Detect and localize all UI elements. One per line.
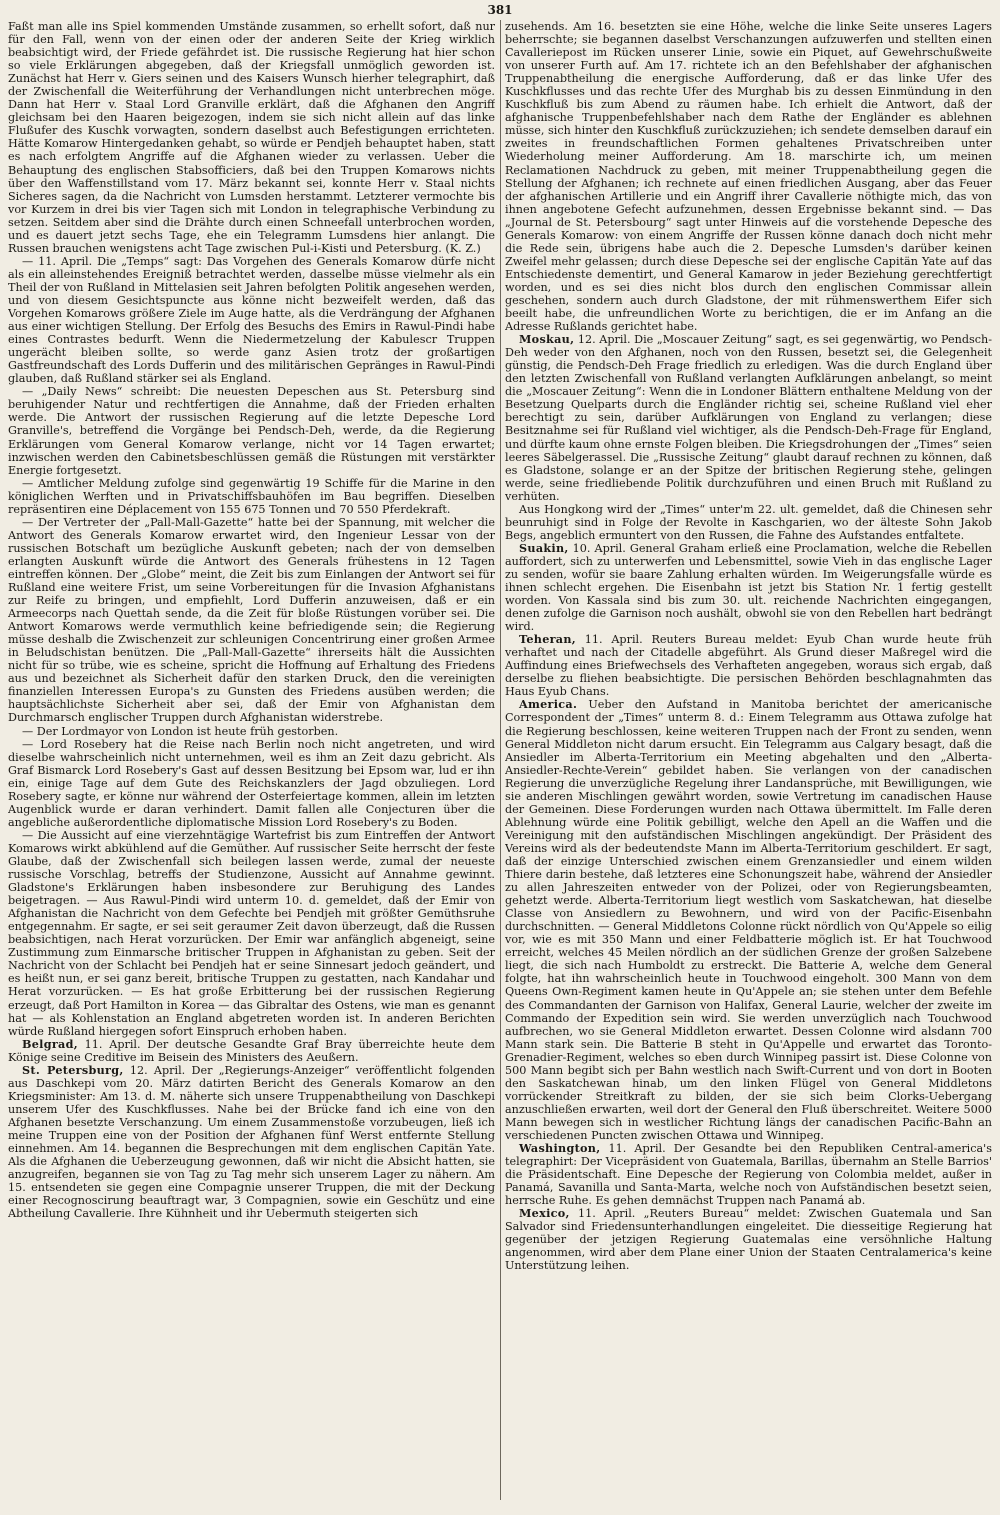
paragraph-body: 10. April. General Graham erließ eine Proclamation, welche die Rebellen auffordert, sich zu unterwerfen und Lebensmittel, sowie Vieh in das englische Lager zu senden, wofür sie baare Zahlung erhalten würden. Im Weigerungsfalle würde es ihnen schlecht ergehen. Die Eisenbahn ist jetzt bis Station Nr. 1 fertig gestellt worden. Von Kassala sind bis zum 30. ult. reichende Nachrichten eingegangen, denen zufolge die Garnison noch aushält, obwohl sie von den Rebellen hart bedrängt wird.	[505, 541, 992, 634]
dateline: Washington,	[519, 1141, 601, 1156]
article-paragraph	[505, 633, 992, 698]
paragraph-body: 11. April. Der Gesandte bei den Republiken Central-america's telegraphirt: Der Vicepräsident von Guatemala, Barillas, übernahm an Stelle Barrios' die Präsidentschaft. Eine Depesche der Regierung von Colombia meldet, außer in Panamá, Savanilla und Santa-Marta, welche noch von Aufständischen besetzt seien, herrsche Ruhe. Es gehen demnächst Truppen nach Panamá ab.	[505, 1142, 992, 1208]
article-paragraph: Aus Hongkong wird der „Times“ unter'm 22. ult. gemeldet, daß die Chinesen sehr beunruhigt sind in Folge der Revolte in Kaschgarien, wo der älteste Sohn Jakob Begs, angeblich ermuntert von den Russen, die Fahne des Aufstandes entfaltete.	[505, 502, 992, 542]
dateline: America.	[519, 697, 578, 712]
paragraph-body: 12. April. Die „Moscauer Zeitung“ sagt, es sei gegenwärtig, wo Pendsch-Deh weder von den Afghanen, noch von den Russen, besetzt sei, die Gelegenheit günstig, die Pendsch-Deh Frage friedlich zu erledigen. Was die durch England über den letzten Zwischenfall von Rußland verlangten Aufklärungen anbelangt, so meint die „Moscauer Zeitung“: Wenn die in Londoner Blättern enthaltene Meldung von der Besetzung Quelparts durch die Engländer richtig sei, scheine Rußland viel eher berechtigt zu sein, darüber Aufklärungen von England zu verlangen; diese Besitznahme sei für Rußland viel wichtiger, als die Pendsch-Deh-Frage für England, und dürfte kaum ohne ernste Folgen bleiben. Die Kriegsdrohungen der „Times“ seien leeres Säbelgerassel. Die „Russische Zeitung“ glaubt darauf rechnen zu können, daß es Gladstone, solange er an der Spitze der britischen Regierung stehe, gelingen werde, seine friedliebende Politik durchzuführen und einen Bruch mit Rußland zu verhüten.	[505, 333, 992, 503]
paragraph-body: 12. April. Der „Regierungs-Anzeiger“ veröffentlicht folgenden aus Daschkepi vom 20. März datirten Bericht des Generals Komarow an den Kriegsminister: Am 13. d. M. näherte sich unsere Truppenabtheilung von Daschkepi unserem Ufer des Kuschkflusses. Nahe bei der Brücke fand ich eine von den Afghanen besetzte Verschanzung. Um einem Zusammenstoße vorzubeugen, ließ ich meine Truppen eine von der Position der Afghanen fünf Werst entfernte Stellung einnehmen. Am 14. begannen die Besprechungen mit dem englischen Capitän Yate. Als die Afghanen die Ueberzeugung gewonnen, daß wir nicht die Absicht hatten, sie anzugreifen, begannen sie von Tag zu Tag mehr sich unserem Lager zu nähern. Am 15. entsendeten sie gegen eine Compagnie unserer Truppen, die mit der Deckung einer Recognoscirung beauftragt war, 3 Compagnien, sowie ein Geschütz und eine Abtheilung Cavallerie. Ihre Kühnheit und ihr Uebermuth steigerten sich	[8, 1063, 495, 1221]
article-paragraph	[505, 333, 992, 503]
page-number: 381	[487, 3, 513, 17]
article-paragraph: — Der Lordmayor von London ist heute früh gestorben.	[22, 724, 339, 738]
paragraph-body: Ueber den Aufstand in Manitoba berichtet der americanische Correspondent der „Times“ unterm 8. d.: Einem Telegramm aus Ottawa zufolge hat die Regierung beschlossen, keine weiteren Truppen nach der Front zu senden, wenn General Middleton nicht darum ersucht. Ein Telegramm aus Calgary besagt, daß die Ansiedler im Alberta-Territorium ein Meeting abgehalten und den „Alberta-Ansiedler-Rechte-Verein“ gebildet haben. Sie verlangen von der canadischen Regierung die unverzügliche Regelung ihrer Landansprüche, mit Bewilligungen, wie sie anderen Mischlingen gewährt worden, sowie Vertretung im canadischen Hause der Gemeinen. Diese Forderungen wurden nach Ottawa übermittelt. Im Falle deren Ablehnung würde eine Politik gebilligt, welche den Apell an die Waffen und die Vereinigung mit den aufständischen Mischlingen angekündigt. Der Präsident des Vereins wird als der bedeutendste Mann im Alberta-Territorium geschildert. Er sagt, daß der einzige Unterschied zwischen einem Grenzansiedler und einem wilden Thiere darin bestehe, daß letzteres eine Schonungszeit habe, während der Ansiedler zu allen Jahreszeiten entweder von der Polizei, oder von Regierungsbeamten, gehetzt werde. Alberta-Territorium liegt westlich vom Saskatchewan, hat dieselbe Classe von Ansiedlern zu Bewohnern, und wird von der Pacific-Eisenbahn durchschnitten. — General Middletons Colonne rückt nördlich von Qu'Appele so eilig vor, wie es mit 350 Mann und einer Feldbatterie möglich ist. Er hat Touchwood erreicht, welches 45 Meilen nördlich an der südlichen Grenze der großen Salzebene liegt, die sich nach Humboldt zu erstreckt. Die Batterie A, welche dem General folgte, hat ihn wahrscheinlich heute in Touchwood eingeholt. 300 Mann von dem Queens Own-Regiment kamen heute in Qu'Appele an; sie stehen unter dem Befehle des Commandanten der Garnison von Halifax, General Laurie, welcher der zweite im Commando der Expedition sein wird. Sie werden unverzüglich nach Touchwood aufbrechen, wo sie General Middleton erwartet. Dessen Colonne wird alsdann 700 Mann stark sein. Die Batterie B steht in Qu'Appelle und erwartet das Toronto-Grenadier-Regiment, welches so eben durch Winnipeg passirt ist. Diese Colonne von 500 Mann begibt sich per Bahn westlich nach Swift-Current und von dort in Booten den Saskatchewan hinab, um den linken Flügel von General Middletons vorrückender Streitkraft zu bilden, der sie sich beim Clorks-Uebergang anzuschließen erwarten, weil dort der General den Fluß überschreitet. Weitere 5000 Mann bewegen sich in westlicher Richtung längs der canadischen Pacific-Bahn an verschiedenen Puncten zwischen Ottawa und Winnipeg.	[505, 698, 992, 1142]
article-paragraph	[505, 542, 992, 633]
left-column	[8, 20, 495, 1500]
dateline: Belgrad,	[22, 1036, 78, 1051]
dateline: Teheran,	[519, 632, 576, 647]
article-paragraph	[505, 698, 992, 1142]
article-paragraph: — „Daily News“ schreibt: Die neuesten Depeschen aus St. Petersburg sind beruhigender Natur und rechtfertigen die Annahme, daß der Frieden erhalten werde. Die Antwort der russischen Regierung auf die letzte Depesche Lord Granville's, betreffend die Vorgänge bei Pendsch-Deh, werde, da die Regierung Erklärungen vom General Komarow verlange, nicht vor 14 Tagen erwartet; inzwischen werden den Cabinetsbeschlüssen gemäß die Rüstungen mit verstärkter Energie fortgesetzt.	[8, 385, 495, 477]
columns	[8, 20, 992, 1500]
article-paragraph	[8, 1064, 495, 1221]
paragraph-body: 11. April. „Reuters Bureau“ meldet: Zwischen Guatemala und San Salvador sind Friedensunterhandlungen eingeleitet. Die diesseitige Regierung hat gegenüber der jetzigen Regierung Guatemalas eine versöhnliche Haltung angenommen, wird aber dem Plane einer Union der Staaten Centralamerica's keine Unterstützung leihen.	[505, 1207, 992, 1273]
right-column	[505, 20, 992, 1500]
article-paragraph	[505, 1142, 992, 1207]
dateline: Moskau,	[519, 332, 575, 347]
column-rule	[500, 20, 501, 1500]
article-paragraph: — Lord Rosebery hat die Reise nach Berlin noch nicht angetreten, und wird dieselbe wahrscheinlich nicht unternehmen, weil es ihm an Zeit dazu gebricht. Als Graf Bismarck Lord Rosebery's Gast auf dessen Besitzung bei Epsom war, lud er ihn ein, einige Tage auf dem Gute des Reichskanzlers der Jagd obzuliegen. Lord Rosebery sagte, er könne nur während der Osterfeiertage kommen, allein im letzten Augenblick wurde er daran verhindert. Damit fallen alle Conjecturen über die angebliche außerordentliche diplomatische Mission Lord Rosebery's zu Boden.	[8, 737, 495, 829]
dateline: Suakin,	[519, 540, 569, 555]
article-paragraph: zusehends. Am 16. besetzten sie eine Höhe, welche die linke Seite unseres Lagers beherrschte; sie begannen daselbst Verschanzungen aufzuwerfen und stellten einen Cavalleriepost im Rücken unserer Linie, sowie ein Piquet, auf Gewehrschußweite von unserer Furth auf. Am 17. richtete ich an den Befehlshaber der afghanischen Truppenabtheilung die energische Aufforderung, daß er das linke Ufer des Kuschkflusses und das rechte Ufer des Murghab bis zu dessen Einmündung in den Kuschkfluß bis zum Abend zu räumen habe. Ich erhielt die Antwort, daß der afghanische Truppenbefehlshaber nach dem Rathe der Engländer es ablehnen müsse, sich hinter den Kuschkfluß zurückzuziehen; ich sendete demselben darauf ein zweites in freundschaftlichen Formen gehaltenes Privatschreiben unter Wiederholung meiner Aufforderung. Am 18. marschirte ich, um meinen Reclamationen Nachdruck zu geben, mit meiner Truppenabtheilung gegen die Stellung der Afghanen; ich rechnete auf einen friedlichen Ausgang, aber das Feuer der afghanischen Artillerie und ein Angriff ihrer Cavallerie nöthigte mich, das von ihnen angebotene Gefecht aufzunehmen, dessen Ergebnisse bekannt sind. — Das „Journal de St. Petersbourg“ sagt unter Hinweis auf die vorstehende Depesche des Generals Komarow: von einem Angriffe der Russen könne danach doch nicht mehr die Rede sein, übrigens habe auch die 2. Depesche Lumsden's darüber keinen Zweifel mehr gelassen; durch diese Depesche sei der englische Capitän Yate auf das Entschiedenste dementirt, und General Kamarow in jeder Beziehung gerechtfertigt worden, und es sei dies nicht blos durch den englischen Commissar allein geschehen, sondern auch durch Gladstone, der mit rühmenswerthem Eifer sich beeilt habe, die unfreundlichen Worte zu berichtigen, die er im Anfang an die Adresse Rußlands gerichtet habe.	[505, 20, 992, 334]
article-paragraph	[505, 1207, 992, 1272]
article-paragraph	[8, 1038, 495, 1064]
article-paragraph: — Die Aussicht auf eine vierzehntägige Wartefrist bis zum Eintreffen der Antwort Komarows wirkt abkühlend auf die Gemüther. Auf russischer Seite herrscht der feste Glaube, daß der Zwischenfall sich beilegen lassen werde, zumal der neueste russische Vorschlag, betreffs der Studienzone, Aussicht auf Annahme gewinnt. Gladstone's Erklärungen haben insbesondere zur Beruhigung des Landes beigetragen. — Aus Rawul-Pindi wird unterm 10. d. gemeldet, daß der Emir von Afghanistan die Nachricht von dem Gefechte bei Pendjeh mit größter Gemüthsruhe entgegennahm. Er sagte, er sei seit geraumer Zeit davon überzeugt, daß die Russen beabsichtigen, nach Herat vorzurücken. Der Emir war anfänglich abgeneigt, seine Zustimmung zum Einmarsche britischer Truppen in Afghanistan zu geben. Seit der Nachricht von der Schlacht bei Pendjeh hat er seine Sinnesart jedoch geändert, und es heißt nun, er sei ganz bereit, britische Truppen zu gestatten, nach Kandahar und Herat vorzurücken. — Es hat große Erbitterung bei der russischen Regierung erzeugt, daß Port Hamilton in Korea — das Gibraltar des Ostens, wie man es genannt hat — als Kohlenstation an England abgetreten worden ist. In anderen Berichten würde Rußland hiergegen sofort Einspruch erhoben haben.	[8, 828, 495, 1038]
article-paragraph: — Amtlicher Meldung zufolge sind gegenwärtig 19 Schiffe für die Marine in den königlichen Werften und in Privatschiffsbauhöfen im Bau begriffen. Dieselben repräsentiren eine Déplacement von 155 675 Tonnen und 70 550 Pferdekraft.	[8, 476, 495, 516]
article-paragraph: Faßt man alle ins Spiel kommenden Umstände zusammen, so erhellt sofort, daß nur für den Fall, wenn von der einen oder der anderen Seite der Krieg wirklich beabsichtigt wird, der Friede gefährdet ist. Die russische Regierung hat hier schon so viele Erklärungen abgegeben, daß der Kriegsfall unmöglich geworden ist. Zunächst hat Herr v. Giers seinen und des Kaisers Wunsch hierher telegraphirt, daß der Zwischenfall die Weiterführung der Verhandlungen nicht unterbrechen möge. Dann hat Herr v. Staal Lord Granville erklärt, daß die Afghanen den Angriff gleichsam bei den Haaren beigezogen, indem sie sich nicht allein auf das linke Flußufer des Kuschk vorwagten, sondern daselbst auch Befestigungen errichteten. Hätte Komarow Hintergedanken gehabt, so würde er Pendjeh behauptet haben, statt es nach erfolgtem Angriffe auf die Afghanen wieder zu verlassen. Ueber die Behauptung des englischen Stabsofficiers, daß bei den Truppen Komarows nichts über den Waffenstillstand vom 17. März bekannt sei, konnte Herr v. Staal nichts Sicheres sagen, da die Nachricht von Lumsden herstammt. Letzterer vermochte bis vor Kurzem in drei bis vier Tagen sich mit London in telegraphische Verbindung zu setzen. Seitdem aber sind die Drähte durch einen Schneefall unterbrochen worden, und es dauert jetzt sechs Tage, ehe ein Telegramm Lumsdens hier anlangt. Die Russen brauchen wenigstens acht Tage zwischen Pul-i-Kisti und Petersburg. (K. Z.)	[8, 20, 495, 255]
article-paragraph: — Der Vertreter der „Pall-Mall-Gazette“ hatte bei der Spannung, mit welcher die Antwort des Generals Komarow erwartet wird, den Ingenieur Lessar von der russischen Botschaft um bezügliche Auskunft gebeten; nach der von demselben erlangten Auskunft würde die Antwort des Generals frühestens in 12 Tagen eintreffen können. Der „Globe“ meint, die Zeit bis zum Einlangen der Antwort sei für Rußland eine weitere Frist, um seine Vorbereitungen für die Invasion Afghanistans zur Reife zu bringen, und empfiehlt, Lord Dufferin anzuweisen, daß er ein Armeecorps nach Quettah sende, da die Zeit für bloße Rüstungen vorüber sei. Die Antwort Komarows werde vermuthlich keine befriedigende sein; die Regierung müsse deshalb die Zwischenzeit zur schleunigen Concentrirung einer großen Armee in Beludschistan benützen. Die „Pall-Mall-Gazette“ ihrerseits hält die Aussichten nicht für so trübe, wie es scheine, spricht die Hoffnung auf Erhaltung des Friedens aus und bezeichnet als Sicherheit dafür den starken Druck, den die vereinigten finanziellen Interessen Europa's zu Gunsten des Friedens ausüben werden; die hauptsächlichste Sicherheit aber sei, daß der Emir von Afghanistan dem Durchmarsch englischer Truppen durch Afghanistan widerstrebe.	[8, 515, 495, 725]
dateline: Mexico,	[519, 1206, 570, 1221]
paragraph-body: 11. April. Reuters Bureau meldet: Eyub Chan wurde heute früh verhaftet und nach der Citadelle abgeführt. Als Grund dieser Maßregel wird die Auffindung eines Briefwechsels des Verhafteten angegeben, woraus sich ergab, daß derselbe zu fliehen beabsichtigte. Die persischen Behörden beschlagnahmten das Haus Eyub Chans.	[505, 633, 992, 699]
article-paragraph: — 11. April. Die „Temps“ sagt: Das Vorgehen des Generals Komarow dürfe nicht als ein alleinstehendes Ereigniß betrachtet werden, dasselbe müsse vielmehr als ein Theil der von Rußland in Mittelasien seit Jahren befolgten Politik angesehen werden, und von diesem Gesichtspuncte aus könne nicht bezweifelt werden, daß das Vorgehen Komarows größere Ziele im Auge hatte, als die Verdrängung der Afghanen aus einer wichtigen Stellung. Der Erfolg des Besuchs des Emirs in Rawul-Pindi habe eines Contrastes bedurft. Wenn die Niedermetzelung der Kabulescr Truppen ungerächt bleiben sollte, so werde ganz Asien trotz der großartigen Gastfreundschaft des Lords Dufferin und des militärischen Gepränges in Rawul-Pindi glauben, daß Rußland stärker sei als England.	[8, 254, 495, 386]
dateline: St. Petersburg,	[22, 1062, 124, 1077]
paragraph-body: 11. April. Der deutsche Gesandte Graf Bray überreichte heute dem Könige seine Creditive im Beisein des Ministers des Aeußern.	[8, 1037, 495, 1064]
